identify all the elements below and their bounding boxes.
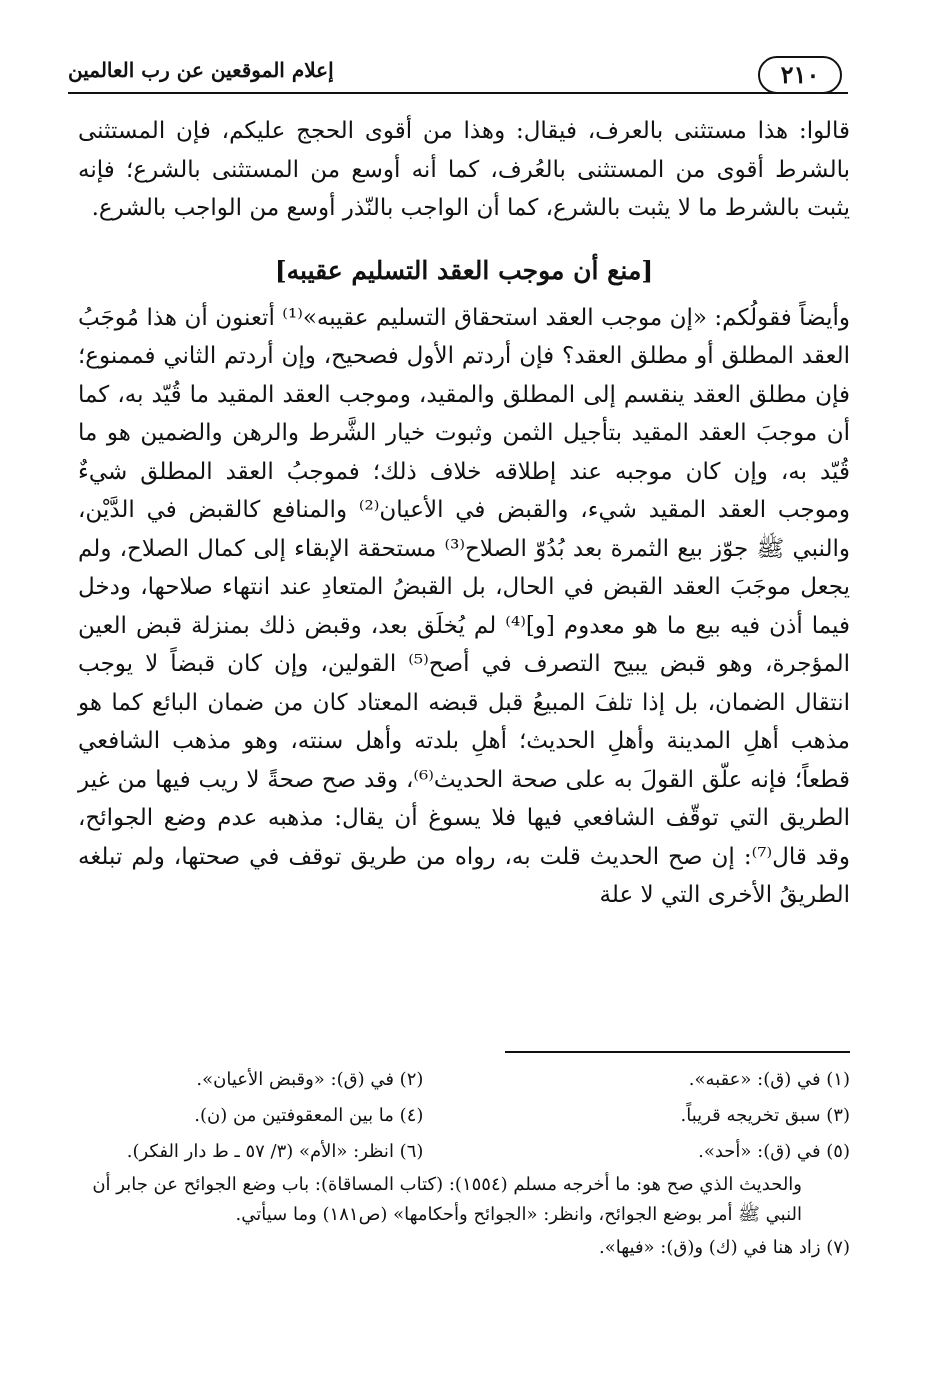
page-header bbox=[68, 46, 848, 102]
footnote: (٢) في (ق): «وقبض الأعيان». bbox=[196, 1069, 424, 1090]
header-divider bbox=[68, 92, 848, 94]
footnote: (٥) في (ق): «أحد». bbox=[698, 1141, 850, 1162]
footnote: (٤) ما بين المعقوفتين من (ن). bbox=[194, 1105, 424, 1126]
section-title: [منع أن موجب العقد التسليم عقيبه] bbox=[274, 255, 654, 285]
footnote: (٦) انظر: «الأم» (٣/ ٥٧ ـ ط دار الفكر). bbox=[126, 1141, 424, 1162]
page-number: ٢١٠ bbox=[758, 56, 842, 94]
book-title: إعلام الموقعين عن رب العالمين bbox=[68, 58, 334, 82]
paragraph: وأيضاً فقولُكم: «إن موجب العقد استحقاق التسليم عقيبه»⁽¹⁾ أتعنون أن هذا مُوجَبُ العقد المطلق أو مطلق العقد؟ فإن أردتم الأول فصحيح، وإن أردتم الثاني فممنوع؛ فإن مطلق العقد ينقسم إلى المطلق والمقيد، وموجب العقد المقيد ما قُيّد به، كما أن موجبَ العقد المقيد بتأجيل الثمن وثبوت خيار الشَّرط والرهن والضمين هو ما قُيّد به، وإن كان موجبه عند إطلاقه خلاف ذلك؛ فموجبُ العقد المطلق شيءٌ وموجب العقد المقيد شيء، والقبض في الأعيان⁽²⁾ والمنافع كالقبض في الدَّيْن، والنبي ﷺ جوّز بيع الثمرة بعد بُدُوّ الصلاح⁽³⁾ مستحقة الإبقاء إلى كمال الصلاح، ولم يجعل موجَبَ العقد القبض في الحال، بل القبضُ المتعادِ عند انتهاء صلاحها، ودخل فيما أذن فيه بيع ما هو معدوم [و]⁽⁴⁾ لم يُخلَق بعد، وقبض ذلك بمنزلة قبض العين المؤجرة، وهو قبض يبيح التصرف في أصح⁽⁵⁾ القولين، وإن كان قبضاً لا يوجب انتقال الضمان، بل إذا تلفَ المبيعُ قبل قبضه المعتاد كان من ضمان البائع كما هو مذهب أهلِ المدينة وأهلِ الحديث؛ أهلِ بلدته وأهل سنته، وهو مذهب الشافعي قطعاً؛ فإنه علّق القولَ به على صحة الحديث⁽⁶⁾، وقد صح صحةً لا ريب فيها من غير الطريق التي توقّف الشافعي فيها فلا يسوغ أن يقال: مذهبه عدم وضع الجوائح، وقد قال⁽⁷⁾: إن صح الحديث قلت به، رواه من طريق توقف في صحتها، ولم تبلغه الطريقُ الأخرى التي لا علة bbox=[78, 304, 851, 908]
footnote: (٣) سبق تخريجه قريباً. bbox=[680, 1105, 850, 1126]
main-text bbox=[78, 112, 850, 915]
footnote-divider bbox=[505, 1051, 850, 1053]
footnotes bbox=[60, 1062, 850, 1266]
footnote: (١) في (ق): «عقبه». bbox=[688, 1069, 850, 1090]
footnote-continuation: والحديث الذي صح هو: ما أخرجه مسلم (١٥٥٤): (كتاب المساقاة): باب وضع الجوائح عن جابر أن النبي ﷺ أمر بوضع الجوائح، وانظر: «الجوائح وأحكامها» (ص١٨١) وما سيأتي. bbox=[92, 1174, 802, 1225]
paragraph: قالوا: هذا مستثنى بالعرف، فيقال: وهذا من أقوى الحجج عليكم، فإن المستثنى بالشرط أقوى من المستثنى بالعُرف، كما أنه أوسع من المستثنى بالشرع؛ فإنه يثبت بالشرط ما لا يثبت بالشرع، كما أن الواجب بالنّذر أوسع من الواجب بالشرع. bbox=[78, 118, 850, 221]
footnote: (٧) زاد هنا في (ك) و(ق): «فيها». bbox=[599, 1237, 850, 1258]
